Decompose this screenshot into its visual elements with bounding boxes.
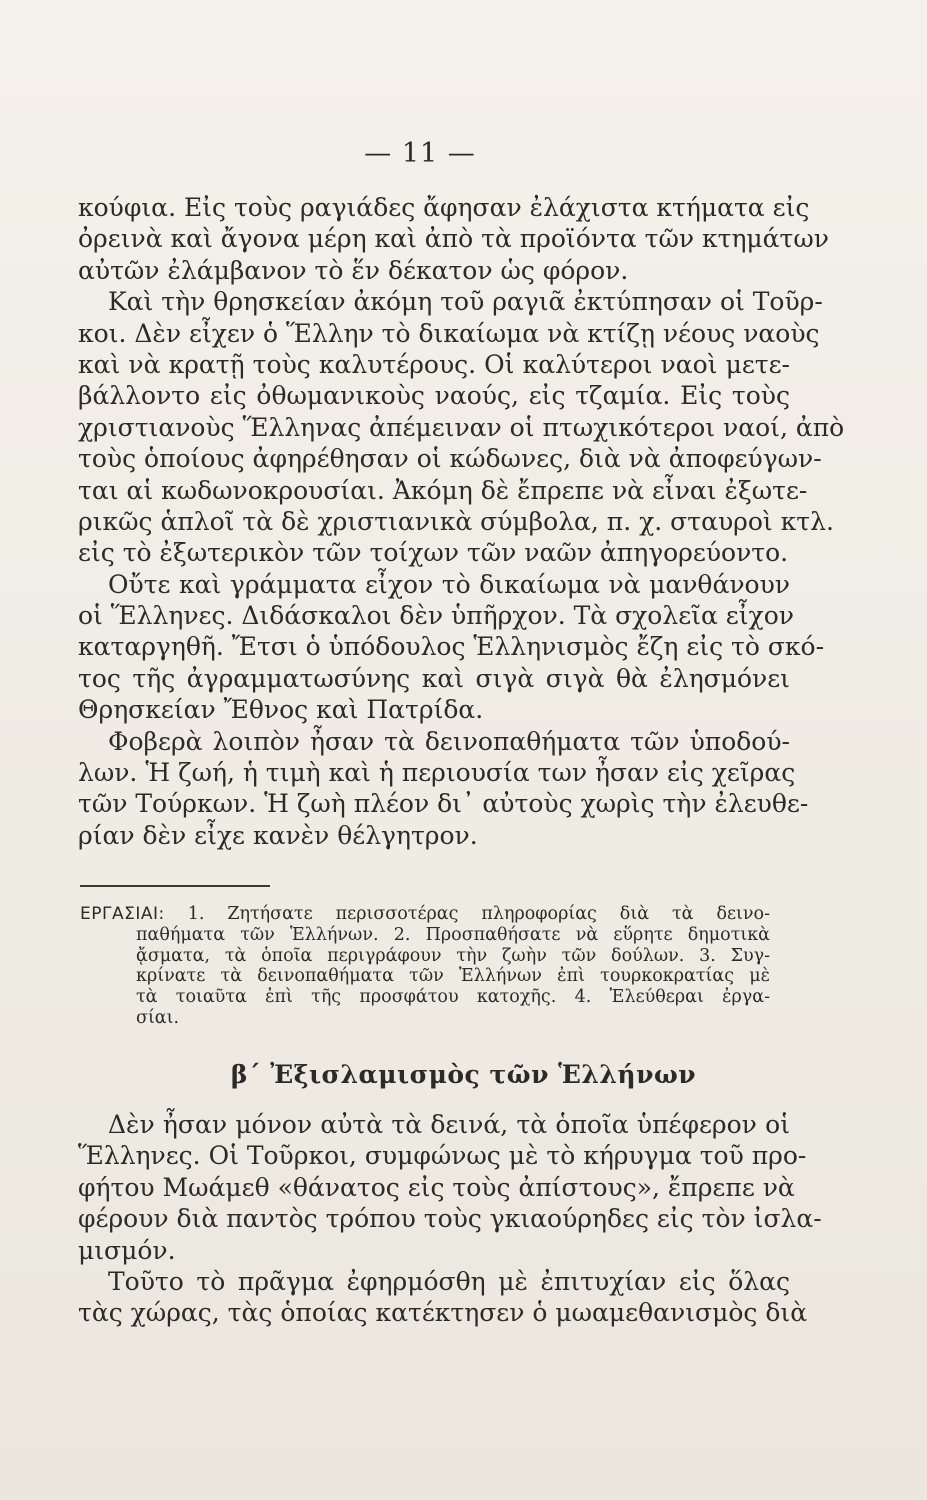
text-line: βάλλοντο εἰς ὀθωμανικοὺς ναούς, εἰς τζαμία. Εἰς τοὺς <box>78 381 790 411</box>
exercise-line: ᾄσματα, τὰ ὁποῖα περιγράφουν τὴν ζωὴν τῶν δούλων. 3. Συγ- <box>136 945 770 966</box>
text-line: Φοβερὰ λοιπὸν ἦσαν τὰ δεινοπαθήματα τῶν ὑποδού- <box>108 726 790 756</box>
text-line: τῶν Τούρκων. Ἡ ζωὴ πλέον δι᾽ αὐτοὺς χωρὶς τὴν ἐλευθε- <box>78 789 809 819</box>
text-line: καταργηθῆ. Ἔτσι ὁ ὑπόδουλος Ἑλληνισμὸς ἔζη εἰς τὸ σκό- <box>78 632 825 662</box>
exercise-line: τὰ τοιαῦτα ἐπὶ τῆς προσφάτου κατοχῆς. 4. Ἐλεύθεραι ἐργα- <box>136 987 770 1008</box>
text-line: Καὶ τὴν θρησκείαν ἀκόμη τοῦ ραγιᾶ ἐκτύπησαν οἱ Τοῦρ- <box>108 287 823 317</box>
exercise-text: 1. Ζητήσατε περισσοτέρας πληροφορίας διὰ τὰ δεινο- <box>187 904 770 924</box>
text-line: λων. Ἡ ζωή, ἡ τιμὴ καὶ ἡ περιουσία των ἦσαν εἰς χεῖρας <box>78 758 796 788</box>
text-line: κούφια. Εἰς τοὺς ραγιάδες ἄφησαν ἐλάχιστα κτήματα εἰς <box>78 193 810 222</box>
text-line: Ἕλληνες. Οἱ Τοῦρκοι, συμφώνως μὲ τὸ κήρυγμα τοῦ προ- <box>78 1141 807 1171</box>
footnote-divider <box>80 885 270 887</box>
text-line: ρίαν δὲν εἶχε κανὲν θέλγητρον. <box>78 820 478 850</box>
text-line: χριστιανοὺς Ἕλληνας ἀπέμειναν οἱ πτωχικότεροι ναοί, ἀπὸ <box>78 412 845 442</box>
paragraph <box>78 726 809 852</box>
text-line: τοὺς ὁποίους ἀφηρέθησαν οἱ κώδωνες, διὰ νὰ ἀποφεύγων- <box>78 444 822 474</box>
paragraph <box>78 569 825 726</box>
paragraph <box>78 286 845 569</box>
exercises-label: ΕΡΓΑΣΙΑΙ: <box>80 904 165 924</box>
text-line: καὶ νὰ κρατῇ τοὺς καλυτέρους. Οἱ καλύτεροι ναοὶ μετε- <box>78 349 790 379</box>
text-line: φήτου Μωάμεθ «θάνατος εἰς τοὺς ἀπίστους», ἔπρεπε νὰ <box>78 1172 795 1202</box>
exercise-line: κρίνατε τὰ δεινοπαθήματα τῶν Ἑλλήνων ἐπὶ τουρκοκρατίας μὲ <box>136 966 770 987</box>
text-line: ται αἱ κωδωνοκρουσίαι. Ἀκόμη δὲ ἔπρεπε νὰ εἶναι ἐξωτε- <box>78 475 808 505</box>
text-line: οἱ Ἕλληνες. Διδάσκαλοι δὲν ὑπῆρχον. Τὰ σχολεῖα εἶχον <box>78 601 794 631</box>
body-text-top <box>78 192 845 851</box>
text-line: τὰς χώρας, τὰς ὁποίας κατέκτησεν ὁ μωαμεθανισμὸς διὰ <box>78 1298 808 1328</box>
text-line: εἰς τὸ ἐξωτερικὸν τῶν τοίχων τῶν ναῶν ἀπηγορεύοντο. <box>78 538 789 568</box>
exercise-line <box>80 904 770 925</box>
exercise-line: σίαι. <box>136 1007 180 1028</box>
text-line: ρικῶς ἁπλοῖ τὰ δὲ χριστιανικὰ σύμβολα, π. χ. σταυροὶ κτλ. <box>78 506 834 536</box>
text-line: Τοῦτο τὸ πρᾶγμα ἐφηρμόσθη μὲ ἐπιτυχίαν εἰς ὅλας <box>108 1266 790 1296</box>
exercise-line: παθήματα τῶν Ἑλλήνων. 2. Προσπαθήσατε νὰ εὕρητε δημοτικὰ <box>136 924 770 945</box>
text-line: τος τῆς ἀγραμματωσύνης καὶ σιγὰ σιγὰ θὰ ἐλησμόνει <box>78 663 790 693</box>
body-text-bottom <box>78 1109 822 1329</box>
text-line: Θρησκείαν Ἔθνος καὶ Πατρίδα. <box>78 695 484 725</box>
text-line: φέρουν διὰ παντὸς τρόπου τοὺς γκιαούρηδες εἰς τὸν ἰσλα- <box>78 1204 822 1234</box>
paragraph <box>78 1109 822 1266</box>
page-number: — 11 — <box>364 138 476 169</box>
text-line: κοι. Δὲν εἶχεν ὁ Ἕλλην τὸ δικαίωμα νὰ κτίζῃ νέους ναοὺς <box>78 318 820 348</box>
paragraph <box>78 192 829 286</box>
text-line: ὀρεινὰ καὶ ἄγονα μέρη καὶ ἀπὸ τὰ προϊόντα τῶν κτημάτων <box>78 224 829 254</box>
text-line: Δὲν ἦσαν μόνον αὐτὰ τὰ δεινά, τὰ ὁποῖα ὑπέφερον οἱ <box>108 1110 790 1139</box>
section-heading: β΄ Ἐξισλαμισμὸς τῶν Ἑλλήνων <box>230 1060 697 1089</box>
text-line: Οὔτε καὶ γράμματα εἶχον τὸ δικαίωμα νὰ μανθάνουν <box>108 569 790 599</box>
exercises-block <box>80 904 770 1029</box>
text-line: αὐτῶν ἐλάμβανον τὸ ἕν δέκατον ὡς φόρον. <box>78 255 629 285</box>
paragraph <box>78 1266 808 1329</box>
text-line: μισμόν. <box>78 1235 176 1265</box>
